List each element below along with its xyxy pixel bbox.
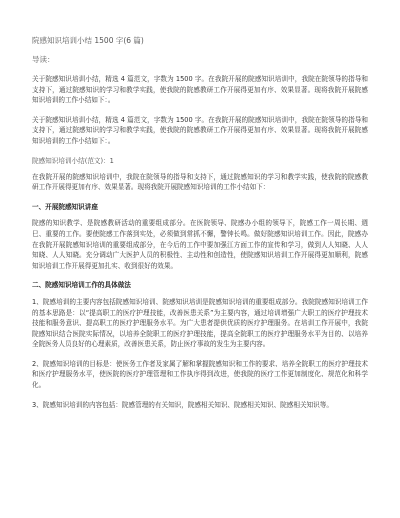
list-item-1: 1、院感培训的主要内容包括院感知识培训、院感知识培训是院感知识培训的重要组成部分。我院院感知识培训工作的基本思路是：以“提高职工的医疗护理技能，改善医患关系”为主要内容，通过培训增强广大职工的医疗护理技术技能和服务意识、提高职工的医疗护理服务水平。为广大患者提供优质的医疗护理服务。在培训工作开展中，我院院感知识结合医院实际情况，以培养全院职工的医疗护理技能，提高全院职工的医疗护理服务水平为目的、以培养全院医务人员良好的心理素质，改善医患关系，防止医疗事故的发生为主要内容。 [32, 297, 368, 349]
sample-label: 院感知识培训小结(范文)：1 [32, 156, 114, 165]
list-item-2: 2、院感知识培训的目标是：使医务工作者及家属了解和掌握院感知识和工作的要求、培养全院职工的医疗护理技术和医疗护理服务水平，使医院的医疗护理管理和工作执序得到改进，使我院的医疗工作更加制度化、规范化和科学化。 [32, 359, 368, 390]
intro-paragraph-2: 关于院感知识培训小结，精选 4 篇范文，字数为 1500 字。在我院开展的院感知识培训中，我院在院领导的指导和支持下，通过院感知识的学习和教学实践，使我院的院感教研工作开展得更加有序、效果显著。现将我院开展院感知识培训的工作小结如下：。 [32, 115, 368, 145]
document-title: 院感知识培训小结 1500 字(6 篇) [32, 36, 144, 45]
intro-paragraph-1: 关于院感知识培训小结，精选 4 篇范文，字数为 1500 字。在我院开展的院感知识培训中，我院在院领导的指导和支持下，通过院感知识的学习和教学实践，使我院的院感教研工作开展得更加有序、效果显著。现将我院开展院感知识培训的工作小结如下：。 [32, 75, 368, 105]
section-heading-1: 一、开展院感知识讲座 [32, 202, 98, 211]
section-1-paragraph: 院感的知识教学、是院感教研活动的重要组成部分。在医院领导、院感办小组的领导下，院感工作一周长期、週巳、重要的工作。要使院感工作落到实处，必须做到常抓不懈，警钟长鸣。做好院感知识培训工作。因此，院感办在我院开展院感知识培训的重要组成部分，在今后的工作中要加强江方面工作的宣传和学习，做到人人知晓、人人知晓、人人知晓。充分调动广大医护人员的积极性、主动性和创造性，使院感知识培训工作开展得更加顺利，院感知识培训工作开展得更加扎实、收到很好的效果。 [32, 219, 368, 270]
guide-label: 导读： [32, 55, 55, 64]
section-heading-2: 二、院感知识培训工作的具体做法 [32, 281, 131, 290]
sample-paragraph: 在我院开展的院感知识培训中，我院在院领导的指导和支持下，通过院感知识的学习和教学实践，使我院的院感教研工作开展得更加有序、效果显著。现将我院开展院感知识培训的工作小结如下： [32, 172, 368, 192]
list-item-3: 3、院感知识培训的内容包括：院感管理的有关知识，院感相关知识、院感相关知识、院感相关知识等。 [32, 400, 333, 409]
